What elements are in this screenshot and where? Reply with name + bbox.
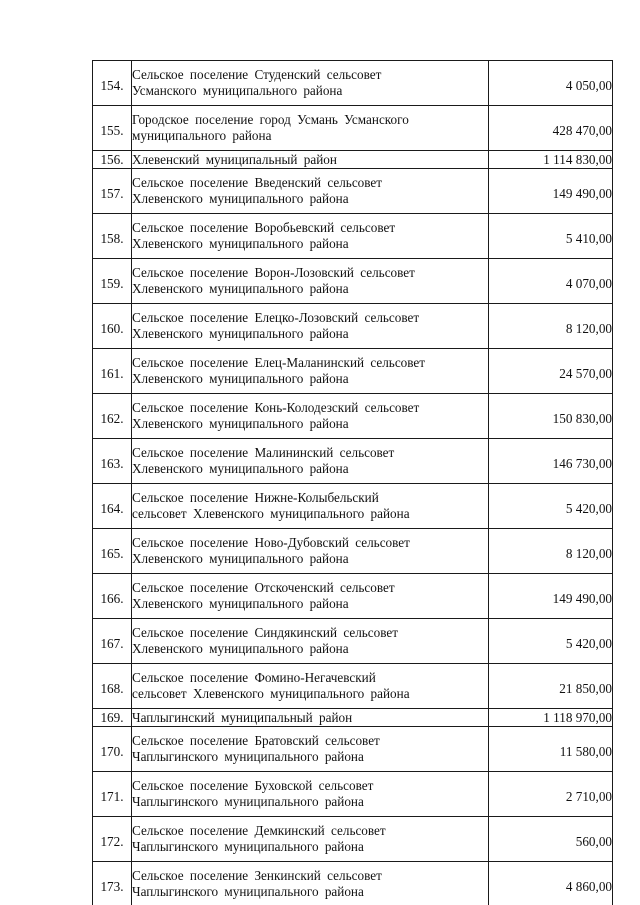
amount-value: 146 730,00 [489, 439, 613, 484]
row-number: 169. [93, 709, 132, 727]
allocation-table-body [93, 61, 613, 905]
table-row [93, 817, 613, 862]
table-row [93, 862, 613, 905]
row-number: 156. [93, 151, 132, 169]
table-row [93, 709, 613, 727]
municipality-name: Сельское поселение Ново-Дубовский сельсовет Хлевенского муниципального района [132, 529, 489, 574]
amount-value: 5 420,00 [489, 619, 613, 664]
table-row [93, 394, 613, 439]
row-number: 164. [93, 484, 132, 529]
row-number: 168. [93, 664, 132, 709]
amount-value: 5 420,00 [489, 484, 613, 529]
municipality-name: Сельское поселение Зенкинский сельсовет Чаплыгинского муниципального района [132, 862, 489, 905]
municipality-name: Сельское поселение Студенский сельсовет Усманского муниципального района [132, 61, 489, 106]
row-number: 170. [93, 727, 132, 772]
municipality-name: Сельское поселение Синдякинский сельсовет Хлевенского муниципального района [132, 619, 489, 664]
amount-value: 8 120,00 [489, 529, 613, 574]
row-number: 159. [93, 259, 132, 304]
amount-value: 8 120,00 [489, 304, 613, 349]
table-row [93, 574, 613, 619]
row-number: 166. [93, 574, 132, 619]
municipality-name: Сельское поселение Отскоченский сельсовет Хлевенского муниципального района [132, 574, 489, 619]
allocation-table [92, 60, 613, 905]
municipality-name: Сельское поселение Елецко-Лозовский сельсовет Хлевенского муниципального района [132, 304, 489, 349]
amount-value: 5 410,00 [489, 214, 613, 259]
municipality-name: Сельское поселение Конь-Колодезский сельсовет Хлевенского муниципального района [132, 394, 489, 439]
municipality-name: Сельское поселение Воробьевский сельсовет Хлевенского муниципального района [132, 214, 489, 259]
municipality-name: Сельское поселение Введенский сельсовет Хлевенского муниципального района [132, 169, 489, 214]
row-number: 160. [93, 304, 132, 349]
amount-value: 11 580,00 [489, 727, 613, 772]
table-row [93, 304, 613, 349]
amount-value: 428 470,00 [489, 106, 613, 151]
amount-value: 149 490,00 [489, 574, 613, 619]
table-row [93, 349, 613, 394]
municipality-name: Сельское поселение Фомино-Негачевский сельсовет Хлевенского муниципального района [132, 664, 489, 709]
amount-value: 1 114 830,00 [489, 151, 613, 169]
amount-value: 149 490,00 [489, 169, 613, 214]
amount-value: 560,00 [489, 817, 613, 862]
amount-value: 21 850,00 [489, 664, 613, 709]
table-row [93, 61, 613, 106]
row-number: 155. [93, 106, 132, 151]
municipality-name: Чаплыгинский муниципальный район [132, 709, 489, 727]
table-row [93, 619, 613, 664]
table-row [93, 484, 613, 529]
table-row [93, 106, 613, 151]
amount-value: 4 860,00 [489, 862, 613, 905]
amount-value: 4 070,00 [489, 259, 613, 304]
amount-value: 1 118 970,00 [489, 709, 613, 727]
amount-value: 150 830,00 [489, 394, 613, 439]
table-row [93, 772, 613, 817]
municipality-name: Городское поселение город Усмань Усманского муниципального района [132, 106, 489, 151]
amount-value: 2 710,00 [489, 772, 613, 817]
municipality-name: Сельское поселение Буховской сельсовет Чаплыгинского муниципального района [132, 772, 489, 817]
municipality-name: Сельское поселение Нижне-Колыбельский сельсовет Хлевенского муниципального района [132, 484, 489, 529]
amount-value: 24 570,00 [489, 349, 613, 394]
municipality-name: Сельское поселение Демкинский сельсовет Чаплыгинского муниципального района [132, 817, 489, 862]
municipality-name: Хлевенский муниципальный район [132, 151, 489, 169]
row-number: 172. [93, 817, 132, 862]
municipality-name: Сельское поселение Елец-Маланинский сельсовет Хлевенского муниципального района [132, 349, 489, 394]
municipality-name: Сельское поселение Ворон-Лозовский сельсовет Хлевенского муниципального района [132, 259, 489, 304]
table-row [93, 169, 613, 214]
row-number: 167. [93, 619, 132, 664]
table-row [93, 727, 613, 772]
table-row [93, 259, 613, 304]
row-number: 158. [93, 214, 132, 259]
row-number: 163. [93, 439, 132, 484]
municipality-name: Сельское поселение Малининский сельсовет Хлевенского муниципального района [132, 439, 489, 484]
row-number: 173. [93, 862, 132, 905]
table-row [93, 529, 613, 574]
row-number: 171. [93, 772, 132, 817]
amount-value: 4 050,00 [489, 61, 613, 106]
row-number: 162. [93, 394, 132, 439]
table-row [93, 151, 613, 169]
row-number: 157. [93, 169, 132, 214]
municipality-name: Сельское поселение Братовский сельсовет Чаплыгинского муниципального района [132, 727, 489, 772]
row-number: 154. [93, 61, 132, 106]
row-number: 165. [93, 529, 132, 574]
table-row [93, 439, 613, 484]
table-row [93, 214, 613, 259]
table-row [93, 664, 613, 709]
row-number: 161. [93, 349, 132, 394]
